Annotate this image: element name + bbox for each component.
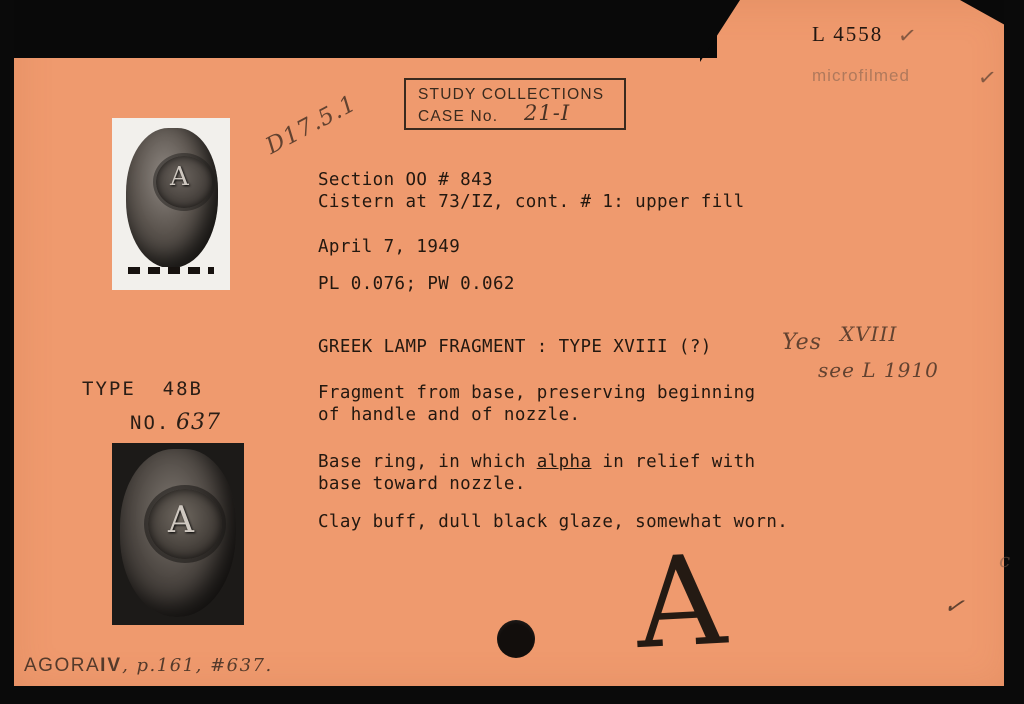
lamp-discus-top <box>156 156 212 208</box>
record-date: April 7, 1949 <box>318 237 461 257</box>
record-baseline-post: in relief with <box>591 452 756 472</box>
alpha-relief-bottom-icon: A <box>168 500 194 541</box>
lamp-fragment-bottom-image <box>120 449 236 617</box>
card-top-notch <box>12 0 717 58</box>
inventory-number: L 4558 <box>812 22 884 46</box>
record-description-line2: of handle and of nozzle. <box>318 405 581 425</box>
record-section: Section OO # 843 <box>318 170 493 190</box>
pencil-check-right: ✓ <box>941 590 968 622</box>
publication-page: , p.161, #637. <box>122 655 273 676</box>
publication-volume: IV <box>100 655 123 676</box>
type-label: TYPE 48B <box>82 378 203 400</box>
record-baseline-pre: Base ring, in which <box>318 452 537 472</box>
record-heading: GREEK LAMP FRAGMENT : TYPE XVIII (?) <box>318 337 712 357</box>
alpha-relief-top-icon: A <box>170 162 189 192</box>
scan-right-margin <box>1004 0 1024 704</box>
publication-reference <box>24 655 273 677</box>
lamp-discus-bottom <box>148 489 222 559</box>
pencil-note-see-reference: see L 1910 <box>818 358 939 382</box>
stamp-case-label: CASE No. <box>418 108 499 125</box>
drawn-alpha-glyph: A <box>632 528 730 678</box>
stamp-case-value: 21-I <box>524 101 571 125</box>
number-value: 637 <box>176 410 221 435</box>
microfilmed-check-icon: ✓ <box>976 64 999 93</box>
record-alpha-underlined: alpha <box>536 452 592 472</box>
photo-bottom <box>112 443 244 625</box>
record-baseline-2: base toward nozzle. <box>318 474 526 494</box>
record-dimensions: PL 0.076; PW 0.062 <box>318 274 515 294</box>
pencil-note-yes: Yes <box>782 330 822 355</box>
scale-bar-icon <box>128 267 214 274</box>
lamp-fragment-top-image <box>126 128 218 268</box>
microfilmed-label: microfilmed <box>812 66 910 85</box>
punch-hole <box>497 620 535 658</box>
inventory-check-icon: ✓ <box>896 22 919 51</box>
pencil-note-type-confirm: XVIII <box>840 322 898 346</box>
record-description-line1: Fragment from base, preserving beginning <box>318 383 756 403</box>
scan-left-margin <box>0 0 14 704</box>
number-label: NO. <box>130 412 171 434</box>
publication-prefix: AGORA <box>24 655 101 676</box>
pencil-edge-mark: c <box>999 548 1012 572</box>
scan-bottom-margin <box>12 686 1012 704</box>
record-fabric: Clay buff, dull black glaze, somewhat worn. <box>318 512 789 532</box>
pencil-note-accession: D17.5.1 <box>261 90 361 160</box>
record-context: Cistern at 73/IZ, cont. # 1: upper fill <box>318 192 745 212</box>
photo-top <box>112 118 230 290</box>
stamp-title: STUDY COLLECTIONS <box>418 86 605 103</box>
